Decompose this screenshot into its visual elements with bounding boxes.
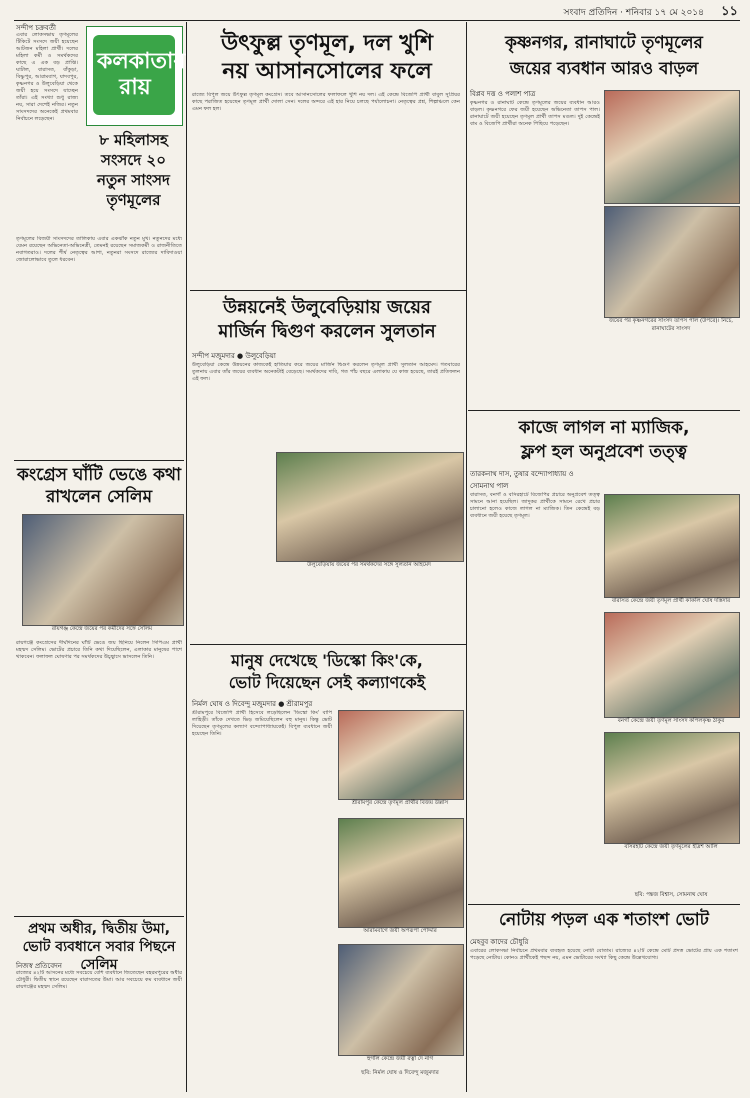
rule-congress [14,460,184,461]
krishnanagar-headline-line1: কৃষ্ণনগর, রানাঘাটে তৃণমূলের [505,33,703,53]
kolkatar-ray-text: তৃণমূলের বিজয়ী সাংসদদের তালিকায় এবার একঝাঁক নতুন মুখ। নতুনদের মধ্যে যেমন রয়েছেন অভিনেতা-অভিনেত্রী, তেমনই রয়েছেন সমাজকর্মী ও রাজনীতিতে নবাগতরাও। দলের শীর্ষ নেতৃত্বের আশা, নতুনরা সংসদে রাজ্যের দাবিদাওয়া জোরালোভাবে তুলে ধরবেন। [16,236,182,263]
congress-text: রায়গঞ্জে কংগ্রেসের দীর্ঘদিনের ঘাঁটি ভেঙে জয় ছিনিয়ে নিলেন সিপিএম প্রার্থী মহম্মদ সেলিম। ভোটের প্রচারে তিনি কথা দিয়েছিলেন, এলাকার মানুষের পাশে থাকবেন। ফলাফল ঘোষণার পর সমর্থকদের উচ্ছ্বাসে ভাসলেন তিনি। [16,640,182,660]
bongaon-photo-caption: বনগাঁ কেন্দ্রে জয়ী তৃণমূল সাংসদ কপিলকৃষ্ণ ঠাকুর [617,718,725,724]
rule-third [14,916,184,917]
krishnanagar-headline-line2: জয়ের ব্যবধান আরও বাড়ল [509,59,699,79]
magic-headline-line1: কাজে লাগল না ম্যাজিক, [518,418,690,438]
rule-disco [190,644,466,645]
ulubaria-headline-line1: উন্নয়নেই উলুবেড়িয়ায় জয়ের [223,297,431,318]
krishnanagar-text: কৃষ্ণনগর ও রানাঘাট কেন্দ্রে তৃণমূলের জয়ের ব্যবধান আরও বাড়ল। কৃষ্ণনগরে ফের জয়ী হয়েছেন অভিনেতা তাপস পাল। রানাঘাটে জয়ী হয়েছেন তৃণমূল প্রার্থী তাপস মণ্ডল। দুই কেন্দ্রেই বাম ও বিজেপি প্রার্থীরা অনেক পিছিয়ে পড়েছেন। [470,100,600,127]
ulubaria-headline-line2: মার্জিন দ্বিগুণ করলেন সুলতান [218,321,436,342]
ulubaria-byline: সন্দীপ মজুমদার ● উলুবেড়িয়া [192,352,276,360]
krishnanagar-text-continued [604,336,738,406]
krishnanagar-byline: বিপ্লব দত্ত ও পলাশ পাত্র [470,90,536,98]
congress-headline: কংগ্রেস ঘাঁটি ভেঙে কথা রাখলেন সেলিম [16,465,181,507]
srirampur-photo [338,710,464,800]
arambagh-photo [338,818,464,928]
kolkatar-ray-headline: ৮ মহিলাসহ সংসদে ২০ নতুন সাংসদ তৃণমূলের [97,131,170,209]
srirampur-photo-caption: শ্রীরামপুর কেন্দ্রে তৃণমূল প্রার্থীর বিজয় উল্লাস [351,800,449,806]
paper-date: সংবাদ প্রতিদিন · শনিবার ১৭ মে ২০১৪ [563,8,704,18]
selim-photo-caption: রায়গঞ্জ কেন্দ্রে জয়ের পর কর্মীদের সঙ্গে সেলিম [51,626,153,632]
basirhat-photo-caption: বসিরহাট কেন্দ্রে জয়ী তৃণমূলের ইদ্রিশ আলি [624,844,718,850]
kolkatar-ray-logo [86,26,186,126]
disco-credit: ছবি: নির্মল ঘোষ ও দিবেন্দু মজুমদার [361,1070,439,1076]
ulubaria-headline [192,296,462,344]
lead-story-text: রাজ্যে বিপুল জয়ে উৎফুল্ল তৃণমূল কংগ্রেস। তবে আসানসোলের ফলাফলে খুশি নয় দল। এই কেন্দ্রে বিজেপি প্রার্থী বাবুল সুপ্রিয়র কাছে পরাজিত হয়েছেন তৃণমূল প্রার্থী দোলা সেন। দলের অন্দরে এই হার নিয়ে চলছে পর্যালোচনা। নেতৃত্বের প্রশ্ন, শিল্পাঞ্চলে কেন এমন ফল হল। [192,92,460,112]
left-column-text: এবার লোকসভায় তৃণমূলের টিকিটে সংসদে জয়ী হয়েছেন আটজন মহিলা প্রার্থী। দলের মহিলা কর্মী ও সমর্থকদের কাছে এ এক বড় প্রাপ্তি। ঘাটাল, বারাসত, বাঁকুড়া, বিষ্ণুপুর, আরামবাগ, যাদবপুর, কৃষ্ণনগর ও উলুবেড়িয়া থেকে জয়ী হয়ে সংসদে যাচ্ছেন তাঁরা। এই সংখ্যা শুধু রাজ্য নয়, সারা দেশেই নজির। নতুন সাংসদদের অনেকেই প্রথমবার নির্বাচনে লড়েছেন। [16,32,78,122]
ulubaria-text-continued [192,456,272,636]
nota-headline: নোটায় পড়ল এক শতাংশ ভোট [499,910,709,930]
rule-magic [468,410,740,411]
rule-nota [468,904,740,905]
barasat-photo-caption: বারাসত কেন্দ্রে জয়ী তৃণমূল প্রার্থী কাকলি ঘোষ দস্তিদার [611,598,731,604]
disco-headline-line1: মানুষ দেখেছে 'ডিস্কো কিং'কে, [231,651,423,670]
krishnanagar-photo-caption: জয়ের পর কৃষ্ণনগরের সাংসদ তাপস পাল (উপরে)। নিচে, রানাঘাটের সাংসদ [608,318,734,332]
sultan-photo-caption: উলুবেড়িয়ায় জয়ের পর সমর্থকদের সঙ্গে সুলতান আহমেদ [307,562,431,568]
magic-headline-line2: ফ্লপ হল অনুপ্রবেশ তত্ত্ব [521,442,687,462]
header-rule [14,20,740,21]
rule-ulubaria [190,290,466,291]
disco-headline-line2: ভোট দিয়েছেন সেই কল্যাণকেই [228,673,426,692]
basirhat-photo [604,732,740,844]
nota-text: এবারের লোকসভা নির্বাচনে প্রথমবার ব্যবহৃত হয়েছে নোটা বোতাম। রাজ্যের ৪২টি কেন্দ্রে মোট প্রদত্ত ভোটের প্রায় এক শতাংশ পড়েছে নোটায়। কোনও প্রার্থীকেই পছন্দ নয়, এমন ভোটারের সংখ্যা কিছু কেন্দ্রে উল্লেখযোগ্য। [470,948,738,961]
page-number: ১১ [721,4,738,19]
lead-headline-line1: উৎফুল্ল তৃণমূল, দল খুশি [220,31,434,56]
krishnanagar-headline [470,30,738,82]
third-story-byline: নিজস্ব প্রতিবেদন [16,962,62,970]
disco-headline [192,650,462,694]
magic-headline [470,416,738,464]
hooghly-photo-caption: হুগলি কেন্দ্রে জয়ী রত্না দে নাগ [366,1056,434,1062]
third-story-text: রাজ্যের ৪২টি আসনের মধ্যে সবচেয়ে বেশি ব্যবধানে জিতেছেন বহরমপুরের অধীর চৌধুরী। দ্বিতীয় স্থানে রয়েছেন বারাসতের উমা। আর সবচেয়ে কম ব্যবধানে জয়ী রায়গঞ্জের মহম্মদ সেলিম। [16,970,182,990]
page-header [18,4,738,18]
vertical-rule-right [466,22,467,1092]
bongaon-photo [604,612,740,718]
magic-text-continued [604,858,738,892]
barasat-photo [604,494,740,598]
arambagh-photo-caption: আরামবাগে জয়ী অপরূপা পোদ্দার [363,928,437,934]
left-byline: সন্দীপ চক্রবর্তী [16,24,57,32]
tapas-pal-photo [604,90,740,204]
lead-headline [192,30,462,86]
disco-text: শ্রীরামপুরে বিজেপি প্রার্থী হিসেবে লড়েছিলেন 'ডিস্কো কিং' বাপি লাহিড়ী। তাঁকে দেখতে ভিড় জমিয়েছিলেন বহু মানুষ। কিন্তু ভোট দিয়েছেন তৃণমূলের কল্যাণ বন্দ্যোপাধ্যায়কেই। বিপুল ব্যবধানে জয়ী হয়েছেন তিনি। [192,710,332,737]
lead-headline-line2: নয় আসানসোলের ফলে [222,59,432,84]
ulubaria-text: উলুবেড়িয়া কেন্দ্রে উন্নয়নের কাজকেই হাতিয়ার করে জয়ের মার্জিন দ্বিগুণ করলেন তৃণমূল প্রার্থী সুলতান আহমেদ। গতবারের তুলনায় এবার তাঁর জয়ের ব্যবধান অনেকটাই বেড়েছে। সমর্থকদের দাবি, গত পাঁচ বছরে এলাকায় যে কাজ হয়েছে, তারই প্রতিফলন এই ফল। [192,362,460,382]
nota-byline: মেহবুব কাদের চৌধুরি [470,938,529,946]
magic-credit: ছবি: পঙ্কজ বিশ্বাস, সোমনাথ ঘোষ [634,892,708,898]
sultan-photo [276,452,464,562]
disco-byline: নির্মল ঘোষ ও দিবেন্দু মজুমদার ● শ্রীরামপুর [192,700,313,708]
magic-byline: তারকনাথ দাস, তুষার বন্দ্যোপাধ্যায় ও সোমনাথ পাল [470,470,574,490]
hooghly-photo [338,944,464,1056]
third-story-headline: প্রথম অধীর, দ্বিতীয় উমা, ভোট ব্যবধানে সবার পিছনে সেলিম [22,921,176,973]
selim-photo [22,514,184,626]
logo-text: কলকাতার রায় [97,49,186,100]
ranaghat-photo [604,206,740,318]
vertical-rule-left [186,22,187,1092]
magic-text: বারাসত, বনগাঁ ও বসিরহাটে বিজেপির প্রচারে অনুপ্রবেশ তত্ত্ব সামনে আনা হয়েছিল। জাদুকর প্রার্থীকে সামনে রেখে প্রচার চালানো হলেও কাজে লাগল না ম্যাজিক। তিন কেন্দ্রেই বড় ব্যবধানে জয়ী হয়েছে তৃণমূল। [470,492,600,519]
